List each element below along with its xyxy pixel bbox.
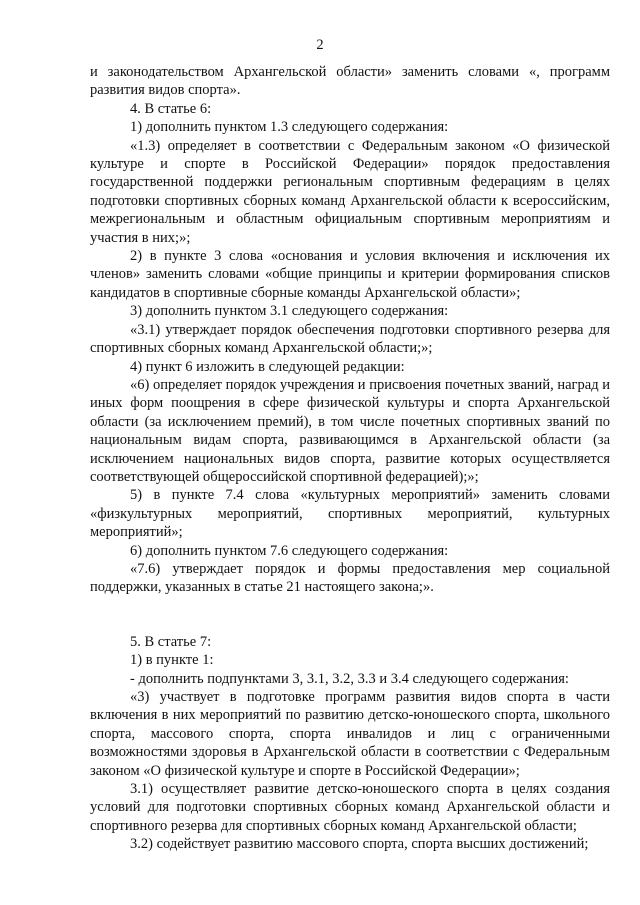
paragraph: и законодательством Архангельской области» заменить словами «, программ развития видов спорта».	[90, 64, 610, 99]
paragraph: 3.1) осуществляет развитие детско-юношеского спорта в целях создания условий для подготовки спортивных сборных команд Архангельской области и спортивного резерва для спортивных сборных команд Архангельской области;	[90, 781, 610, 834]
paragraph: 2) в пункте 3 слова «основания и условия включения и исключения их членов» заменить словами «общие принципы и критерии формирования списков кандидатов в спортивные сборные команды Архангельской области»;	[90, 248, 610, 301]
paragraph: 6) дополнить пунктом 7.6 следующего содержания:	[130, 542, 449, 559]
paragraph: 5. В статье 7:	[130, 633, 212, 650]
document-body	[90, 63, 610, 854]
paragraph: 3) дополнить пунктом 3.1 следующего содержания:	[130, 303, 449, 320]
page-number: 2	[316, 37, 324, 53]
section-spacer	[90, 597, 610, 633]
paragraph: «7.6) утверждает порядок и формы предоставления мер социальной поддержки, указанных в статье 21 настоящего закона;».	[90, 560, 610, 596]
paragraph: - дополнить подпунктами 3, 3.1, 3.2, 3.3 и 3.4 следующего содержания:	[130, 670, 569, 687]
paragraph: «1.3) определяет в соответствии с Федеральным законом «О физической культуре и спорте в Российской Федерации» порядок предоставления государственной поддержки региональным спортивным федерациям в целях подготовки спортивных сборных команд Архангельской области к всероссийским, межрегиональным и областным официальным спортивным мероприятиям и участия в них;»;	[90, 137, 610, 246]
paragraph: 1) дополнить пунктом 1.3 следующего содержания:	[130, 119, 449, 136]
paragraph: 4) пункт 6 изложить в следующей редакции:	[130, 358, 405, 375]
paragraph: «6) определяет порядок учреждения и присвоения почетных званий, наград и иных форм поощрения в сфере физической культуры и спорта Архангельской области (за исключением премий), в том числе почетных спортивных званий по национальным видам спорта, развивающимся в Архангельской области (за исключением национальных видов спорта, развитие которых осуществляется соответствующей общероссийской спортивной федерацией);»;	[90, 376, 610, 485]
paragraph: «3.1) утверждает порядок обеспечения подготовки спортивного резерва для спортивных сборных команд Архангельской области;»;	[90, 321, 610, 357]
paragraph: 4. В статье 6:	[130, 100, 212, 117]
paragraph: 1) в пункте 1:	[130, 652, 214, 669]
paragraph: 3.2) содействует развитию массового спорта, спорта высших достижений;	[130, 836, 589, 853]
paragraph: 5) в пункте 7.4 слова «культурных мероприятий» заменить словами «физкультурных мероприятий, спортивных мероприятий, культурных мероприятий»;	[90, 487, 610, 541]
paragraph: «3) участвует в подготовке программ развития видов спорта в части включения в них мероприятий по развитию детско-юношеского спорта, школьного спорта, массового спорта, спорта инвалидов и лиц с ограниченными возможностями здоровья в Архангельской области в соответствии с Федеральным законом «О физической культуре и спорте в Российской Федерации»;	[90, 689, 610, 779]
